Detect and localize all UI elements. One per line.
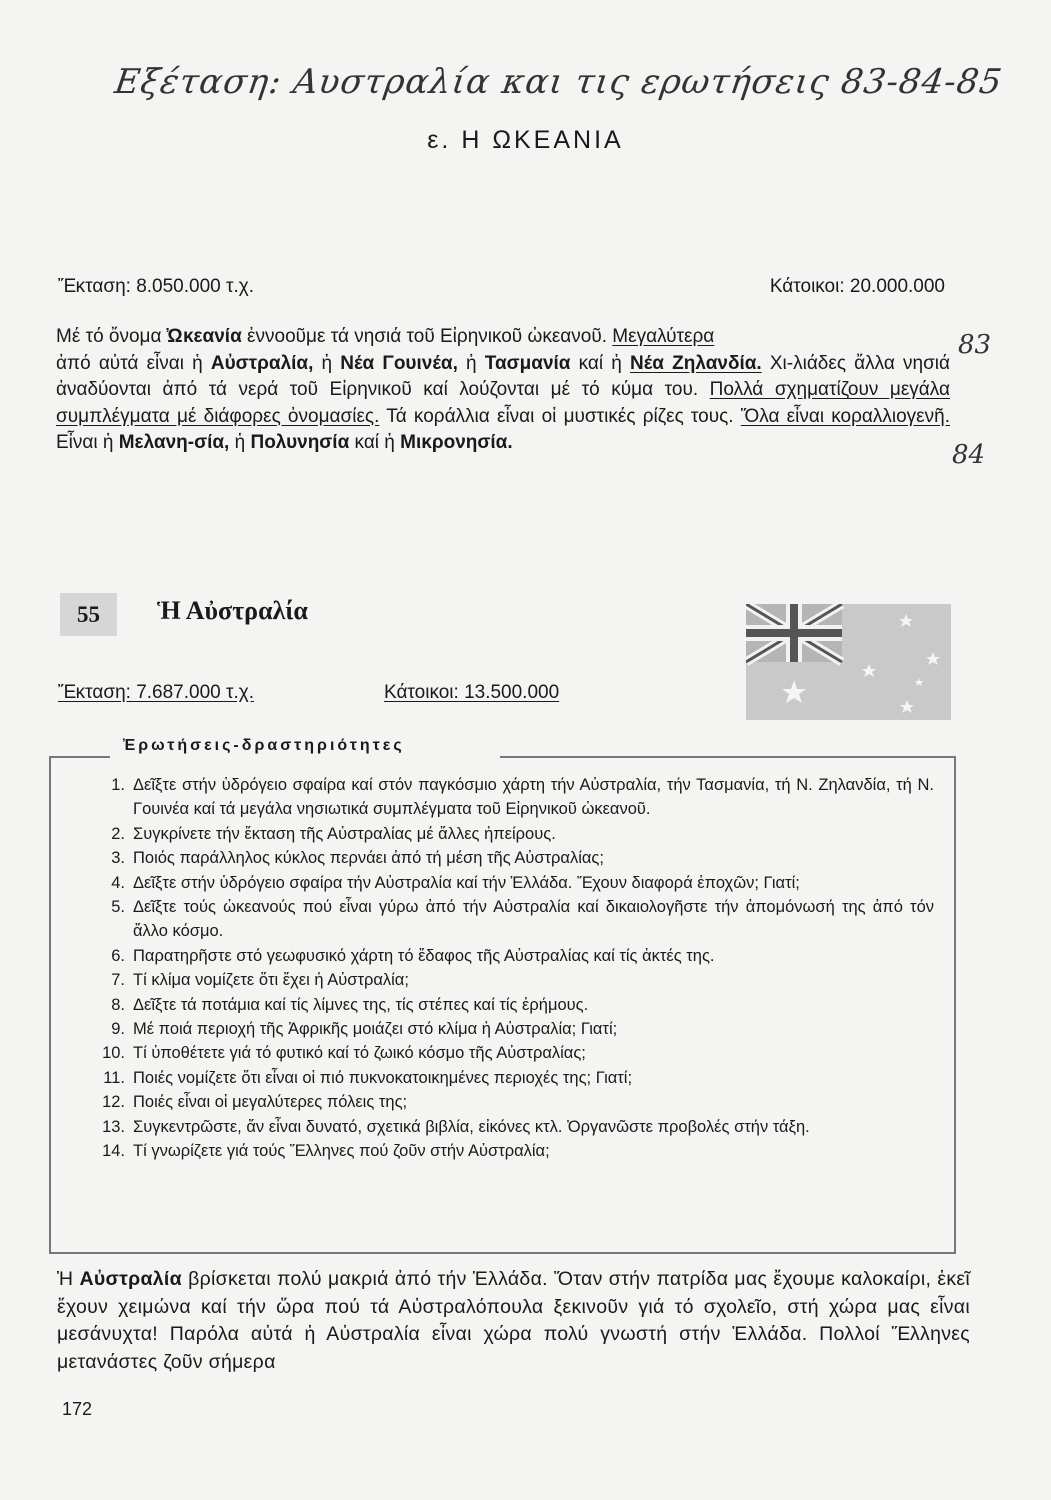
page-number: 172 bbox=[62, 1399, 93, 1419]
question-item: 6. Παρατηρῆστε στό γεωφυσικό χάρτη τό ἔδαφος τῆς Αὐστραλίας καί τίς ἀκτές της. bbox=[111, 946, 715, 965]
questions-heading: Ἐρωτήσεις-δραστηριότητες bbox=[123, 737, 405, 754]
question-item: 12. Ποιές εἶναι οἱ μεγαλύτερες πόλεις της; bbox=[102, 1093, 408, 1112]
oceania-paragraph: Μέ τό ὄνομα Ὠκεανία ἐννοοῦμε τά νησιά τοῦ Εἰρηνικοῦ ὠκεανοῦ. Μεγαλύτερα ἀπό αὐτά εἶναι ἡ Αὐστραλία, ἡ Νέα Γουινέα, ἡ Τασμανία καί ἡ Νέα Ζηλανδία. Χι-λιάδες ἄλλα νησιά ἀναδύονται ἀπό τά νερά τοῦ Εἰρηνικοῦ καί λούζονται μέ τό κύμα του. Πολλά σχηματίζουν μεγάλα συμπλέγματα μέ διάφορες ὀνομασίες. Τά κοράλλια εἶναι οἱ μυστικές ρίζες τους. Ὅλα εἶναι κοραλλιογενῆ. Εἶναι ἡ Μελανη-σία, ἡ Πολυνησία καί ἡ Μικρονησία. bbox=[56, 326, 951, 453]
handwritten-margin-83: 83 bbox=[958, 330, 992, 360]
chapter-title: ε. Η ΩΚΕΑΝΙΑ bbox=[427, 126, 624, 154]
question-item: 4. Δεῖξτε στήν ὑδρόγειο σφαίρα τήν Αὐστραλία καί τήν Ἑλλάδα. Ἔχουν διαφορά ἐποχῶν; Γιατί; bbox=[111, 873, 800, 892]
union-jack-canton bbox=[746, 604, 842, 662]
question-item: 9. Μέ ποιά περιοχή τῆς Ἀφρικῆς μοιάζει στό κλίμα ἡ Αὐστραλία; Γιατί; bbox=[111, 1020, 618, 1039]
question-item: 14. Τί γνωρίζετε γιά τούς Ἕλληνες πού ζοῦν στήν Αὐστραλία; bbox=[102, 1142, 550, 1161]
oceania-population: Κάτοικοι: 20.000.000 bbox=[769, 276, 945, 297]
australia-population: Κάτοικοι: 13.500.000 bbox=[384, 682, 560, 703]
question-item: 5. Δεῖξτε τούς ὠκεανούς πού εἶναι γύρω ἀπό τήν Αὐστραλία καί δικαιολογῆστε τήν ἀπομόνωσή της ἀπό τόν ἄλλο κόσμο. bbox=[111, 898, 934, 941]
question-item: 2. Συγκρίνετε τήν ἔκταση τῆς Αὐστραλίας μέ ἄλλες ἠπείρους. bbox=[111, 824, 556, 843]
australia-paragraph: Ἡ Αὐστραλία βρίσκεται πολύ μακριά ἀπό τήν Ἑλλάδα. Ὅταν στήν πατρίδα μας ἔχουμε καλοκαίρι, ἐκεῖ ἔχουν χειμώνα καί τήν ὥρα πού τά Αὐστραλόπουλα ξεκινοῦν γιά τό σχολεῖο, στή χώρα μας εἶναι μεσάνυχτα! Παρόλα αὐτά ἡ Αὐστραλία εἶναι χώρα πολύ γνωστή στήν Ἑλλάδα. Πολλοί Ἕλληνες μετανάστες ζοῦν σήμερα bbox=[57, 1268, 970, 1373]
australia-flag bbox=[746, 604, 951, 720]
question-item: 13. Συγκεντρῶστε, ἄν εἶναι δυνατό, σχετικά βιβλία, εἰκόνες κτλ. Ὀργανῶστε προβολές στήν τάξη. bbox=[102, 1117, 810, 1136]
question-item: 3. Ποιός παράλληλος κύκλος περνάει ἀπό τή μέση τῆς Αὐστραλίας; bbox=[111, 849, 604, 868]
question-item: 7. Τί κλίμα νομίζετε ὅτι ἔχει ἡ Αὐστραλία; bbox=[111, 971, 409, 990]
question-item: 10. Τί ὑποθέτετε γιά τό φυτικό καί τό ζωικό κόσμο τῆς Αὐστραλίας; bbox=[102, 1044, 586, 1063]
handwritten-note: Εξέταση: Αυστραλία και τις ερωτήσεις 83-84-85 bbox=[112, 62, 1005, 102]
question-item: 8. Δεῖξτε τά ποτάμια καί τίς λίμνες της, τίς στέπες καί τίς ἐρήμους. bbox=[111, 995, 589, 1014]
handwritten-margin-84: 84 bbox=[952, 440, 986, 470]
questions-list bbox=[96, 773, 934, 1164]
question-item: 11. Ποιές νομίζετε ὅτι εἶναι οἱ πιό πυκνοκατοικημένες περιοχές της; Γιατί; bbox=[103, 1068, 633, 1087]
section-title: Ἡ Αὐστραλία bbox=[157, 596, 308, 625]
question-item: 1. Δεῖξτε στήν ὑδρόγειο σφαίρα καί στόν παγκόσμιο χάρτη τήν Αὐστραλία, τήν Τασμανία, τή Ν. Ζηλανδία, τή Ν. Γουινέα καί τά μεγάλα νησιωτικά συμπλέγματα τοῦ Εἰρηνικοῦ ὠκεανοῦ. bbox=[111, 776, 934, 819]
section-number: 55 bbox=[60, 593, 117, 636]
australia-area: Ἔκταση: 7.687.000 τ.χ. bbox=[58, 682, 255, 703]
oceania-area: Ἔκταση: 8.050.000 τ.χ. bbox=[58, 276, 255, 297]
